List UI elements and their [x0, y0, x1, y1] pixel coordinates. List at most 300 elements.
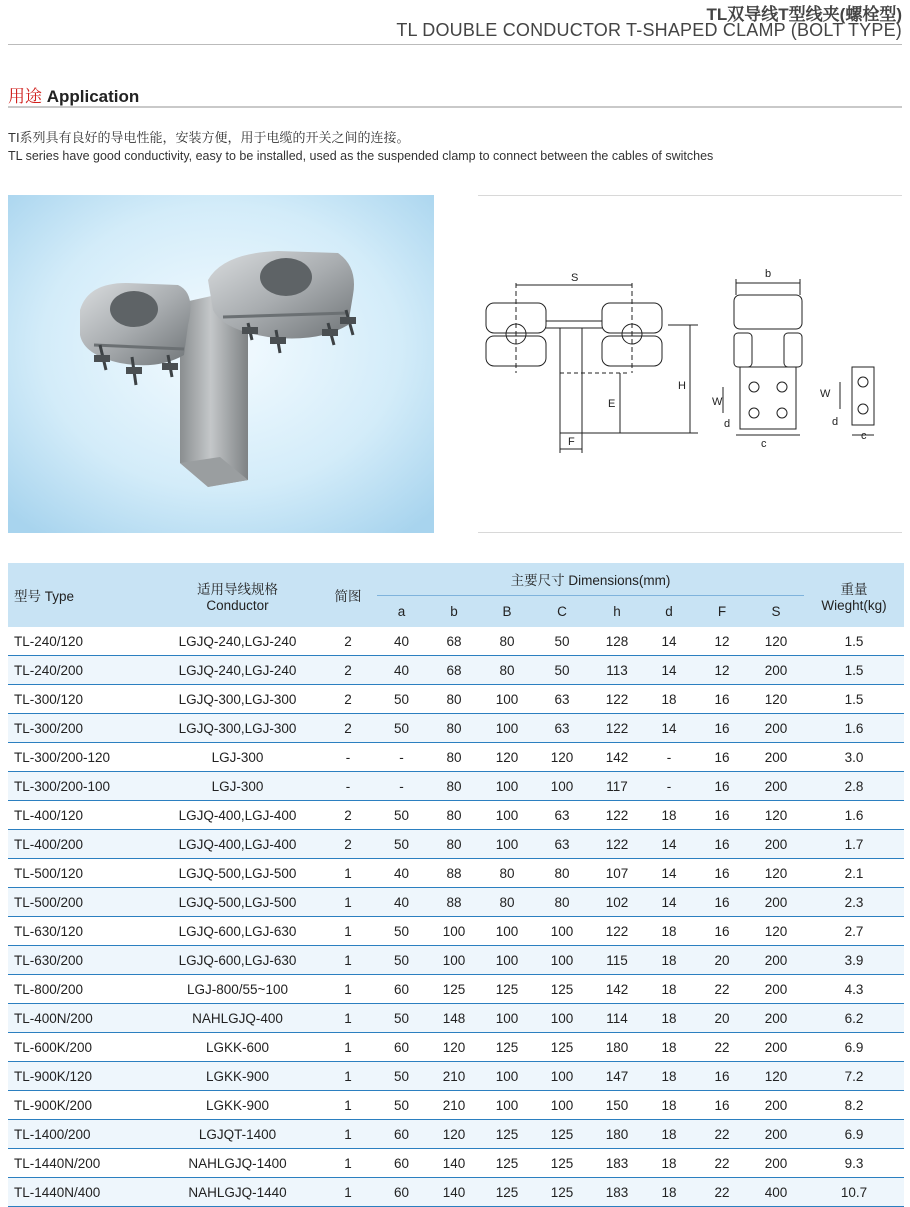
table-cell: 1 — [319, 1033, 377, 1062]
table-cell: 125 — [532, 975, 592, 1004]
table-cell: 1 — [319, 946, 377, 975]
table-cell: 18 — [642, 685, 696, 714]
table-cell: 1.5 — [804, 656, 904, 685]
table-cell: 16 — [696, 714, 748, 743]
header-dim-6: F — [696, 596, 748, 628]
table-cell: - — [642, 772, 696, 801]
table-row — [8, 917, 904, 946]
table-cell: TL-300/120 — [8, 685, 156, 714]
table-cell: 1 — [319, 859, 377, 888]
table-row — [8, 1062, 904, 1091]
table-cell: TL-300/200-120 — [8, 743, 156, 772]
table-cell: 60 — [377, 1120, 426, 1149]
table-cell: 125 — [532, 1033, 592, 1062]
table-row — [8, 1178, 904, 1207]
table-cell: 6.9 — [804, 1033, 904, 1062]
table-cell: 125 — [482, 975, 532, 1004]
table-cell: 2 — [319, 656, 377, 685]
table-cell: TL-1400/200 — [8, 1120, 156, 1149]
table-cell: 125 — [532, 1149, 592, 1178]
table-cell: 50 — [377, 1004, 426, 1033]
table-cell: 18 — [642, 1004, 696, 1033]
table-cell: 122 — [592, 685, 642, 714]
table-cell: 2 — [319, 830, 377, 859]
table-cell: 18 — [642, 801, 696, 830]
table-cell: 117 — [592, 772, 642, 801]
table-cell: 100 — [482, 1062, 532, 1091]
table-row — [8, 1120, 904, 1149]
table-cell: TL-300/200-100 — [8, 772, 156, 801]
table-cell: 50 — [377, 685, 426, 714]
table-cell: 12 — [696, 627, 748, 656]
table-cell: 80 — [482, 656, 532, 685]
table-cell: TL-400/120 — [8, 801, 156, 830]
table-cell: 40 — [377, 859, 426, 888]
table-cell: 2.3 — [804, 888, 904, 917]
header-weight — [804, 563, 904, 627]
table-cell: LGKK-900 — [156, 1062, 319, 1091]
table-cell: LGJQ-400,LGJ-400 — [156, 830, 319, 859]
table-cell: 68 — [426, 656, 482, 685]
table-cell: 9.3 — [804, 1149, 904, 1178]
table-cell: 40 — [377, 656, 426, 685]
table-cell: 50 — [532, 627, 592, 656]
table-row — [8, 1033, 904, 1062]
table-cell: TL-400N/200 — [8, 1004, 156, 1033]
table-cell: 16 — [696, 801, 748, 830]
table-cell: 3.0 — [804, 743, 904, 772]
label-S: S — [571, 272, 579, 284]
header-weight-en: Wieght(kg) — [821, 597, 887, 613]
table-cell: 2.8 — [804, 772, 904, 801]
table-cell: 120 — [748, 685, 804, 714]
table-cell: LGJQ-300,LGJ-300 — [156, 685, 319, 714]
table-cell: TL-240/200 — [8, 656, 156, 685]
table-cell: 60 — [377, 1178, 426, 1207]
table-cell: 183 — [592, 1149, 642, 1178]
table-cell: 6.2 — [804, 1004, 904, 1033]
table-row — [8, 975, 904, 1004]
table-cell: 1 — [319, 1091, 377, 1120]
table-cell: 102 — [592, 888, 642, 917]
table-cell: 80 — [482, 888, 532, 917]
table-cell: 125 — [532, 1120, 592, 1149]
table-cell: 50 — [377, 714, 426, 743]
table-cell: 1 — [319, 975, 377, 1004]
table-cell: 18 — [642, 1120, 696, 1149]
table-cell: 210 — [426, 1091, 482, 1120]
table-cell: 16 — [696, 859, 748, 888]
table-cell: 22 — [696, 975, 748, 1004]
table-cell: 200 — [748, 1149, 804, 1178]
table-cell: 14 — [642, 859, 696, 888]
application-heading-en: Application — [46, 87, 140, 106]
table-cell: 12 — [696, 656, 748, 685]
table-cell: 122 — [592, 714, 642, 743]
table-row — [8, 888, 904, 917]
table-cell: 1 — [319, 1149, 377, 1178]
table-cell: 63 — [532, 685, 592, 714]
table-cell: 60 — [377, 1149, 426, 1178]
table-cell: 200 — [748, 714, 804, 743]
table-cell: 120 — [482, 743, 532, 772]
header-conductor-cn: 适用导线规格 — [197, 581, 278, 597]
table-cell: TL-600K/200 — [8, 1033, 156, 1062]
label-b: b — [765, 268, 772, 280]
label-W-end: W — [820, 388, 831, 400]
table-cell: 115 — [592, 946, 642, 975]
table-cell: 50 — [377, 801, 426, 830]
table-cell: 100 — [482, 946, 532, 975]
table-cell: 3.9 — [804, 946, 904, 975]
table-cell: LGJQ-400,LGJ-400 — [156, 801, 319, 830]
table-cell: 40 — [377, 627, 426, 656]
table-cell: 122 — [592, 830, 642, 859]
table-cell: 18 — [642, 917, 696, 946]
table-cell: 80 — [532, 859, 592, 888]
table-cell: 80 — [482, 627, 532, 656]
table-row — [8, 1091, 904, 1120]
table-cell: 63 — [532, 714, 592, 743]
table-cell: 1 — [319, 1004, 377, 1033]
table-cell: 100 — [482, 772, 532, 801]
table-cell: LGJQ-500,LGJ-500 — [156, 888, 319, 917]
table-cell: 122 — [592, 801, 642, 830]
table-cell: 10.7 — [804, 1178, 904, 1207]
table-row — [8, 627, 904, 656]
table-cell: 200 — [748, 975, 804, 1004]
table-cell: 2 — [319, 801, 377, 830]
table-cell: 14 — [642, 888, 696, 917]
table-cell: 120 — [748, 627, 804, 656]
header-dim-7: S — [748, 596, 804, 628]
table-cell: LGKK-600 — [156, 1033, 319, 1062]
table-cell: 125 — [482, 1033, 532, 1062]
table-cell: 148 — [426, 1004, 482, 1033]
section-divider — [8, 106, 902, 108]
table-row — [8, 772, 904, 801]
header-dim-0: a — [377, 596, 426, 628]
table-cell: 200 — [748, 1004, 804, 1033]
table-cell: 1.7 — [804, 830, 904, 859]
table-cell: 200 — [748, 772, 804, 801]
table-cell: 80 — [532, 888, 592, 917]
table-cell: 100 — [482, 714, 532, 743]
table-cell: - — [319, 772, 377, 801]
table-cell: 18 — [642, 946, 696, 975]
product-photo — [8, 195, 434, 533]
table-cell: 60 — [377, 975, 426, 1004]
table-cell: 14 — [642, 656, 696, 685]
table-cell: TL-800/200 — [8, 975, 156, 1004]
table-cell: 2.1 — [804, 859, 904, 888]
table-cell: 4.3 — [804, 975, 904, 1004]
table-cell: 113 — [592, 656, 642, 685]
table-cell: TL-500/120 — [8, 859, 156, 888]
table-cell: 200 — [748, 888, 804, 917]
table-row — [8, 946, 904, 975]
table-cell: 14 — [642, 714, 696, 743]
table-cell: TL-1440N/400 — [8, 1178, 156, 1207]
table-cell: LGJQ-600,LGJ-630 — [156, 917, 319, 946]
table-cell: 16 — [696, 685, 748, 714]
table-cell: 114 — [592, 1004, 642, 1033]
table-cell: 150 — [592, 1091, 642, 1120]
table-cell: 20 — [696, 1004, 748, 1033]
description-cn: TI系列具有良好的导电性能，安装方便，用于电缆的开关之间的连接。 — [8, 130, 410, 145]
header-conductor — [156, 563, 319, 627]
table-cell: 125 — [532, 1178, 592, 1207]
table-cell: LGJ-300 — [156, 772, 319, 801]
label-c-side: c — [761, 438, 767, 450]
table-cell: 100 — [482, 1004, 532, 1033]
table-cell: TL-1440N/200 — [8, 1149, 156, 1178]
table-cell: 68 — [426, 627, 482, 656]
table-cell: 50 — [377, 1091, 426, 1120]
table-cell: 80 — [426, 743, 482, 772]
table-cell: TL-630/120 — [8, 917, 156, 946]
table-cell: TL-400/200 — [8, 830, 156, 859]
table-cell: 80 — [426, 772, 482, 801]
table-cell: 120 — [532, 743, 592, 772]
table-cell: 120 — [426, 1120, 482, 1149]
table-cell: 50 — [377, 946, 426, 975]
table-cell: 50 — [377, 830, 426, 859]
table-cell: 80 — [426, 830, 482, 859]
table-cell: NAHLGJQ-1440 — [156, 1178, 319, 1207]
table-cell: LGJQT-1400 — [156, 1120, 319, 1149]
table-cell: 1 — [319, 1178, 377, 1207]
header-type: 型号 Type — [8, 563, 156, 627]
table-cell: - — [319, 743, 377, 772]
label-d-side: d — [724, 418, 731, 430]
label-W-side: W — [712, 396, 723, 408]
table-cell: 1.6 — [804, 714, 904, 743]
header-dim-1: b — [426, 596, 482, 628]
table-cell: 1 — [319, 1120, 377, 1149]
table-row — [8, 685, 904, 714]
table-cell: 200 — [748, 743, 804, 772]
table-cell: NAHLGJQ-400 — [156, 1004, 319, 1033]
table-cell: 6.9 — [804, 1120, 904, 1149]
table-cell: 22 — [696, 1149, 748, 1178]
table-cell: 142 — [592, 743, 642, 772]
label-c-end: c — [861, 430, 867, 442]
table-cell: 200 — [748, 830, 804, 859]
header-dim-3: C — [532, 596, 592, 628]
table-cell: 14 — [642, 627, 696, 656]
table-cell: 80 — [426, 801, 482, 830]
table-cell: 2 — [319, 627, 377, 656]
table-cell: 120 — [748, 801, 804, 830]
table-cell: 22 — [696, 1033, 748, 1062]
table-cell: 88 — [426, 888, 482, 917]
table-cell: 40 — [377, 888, 426, 917]
header-dimensions: 主要尺寸 Dimensions(mm) — [377, 563, 804, 596]
table-cell: - — [642, 743, 696, 772]
table-cell: 100 — [482, 917, 532, 946]
header-conductor-en: Conductor — [206, 597, 269, 613]
table-cell: 100 — [482, 1091, 532, 1120]
table-cell: 8.2 — [804, 1091, 904, 1120]
page-title-cn: TL双导线T型线夹(螺栓型) — [706, 5, 902, 24]
table-cell: 16 — [696, 917, 748, 946]
table-cell: LGJQ-240,LGJ-240 — [156, 656, 319, 685]
table-row — [8, 743, 904, 772]
table-cell: 142 — [592, 975, 642, 1004]
table-cell: TL-300/200 — [8, 714, 156, 743]
table-cell: 140 — [426, 1149, 482, 1178]
table-cell: 22 — [696, 1178, 748, 1207]
label-F: F — [568, 436, 575, 448]
table-cell: 2 — [319, 685, 377, 714]
table-cell: 210 — [426, 1062, 482, 1091]
specification-table — [8, 563, 904, 1207]
table-cell: 16 — [696, 1062, 748, 1091]
table-cell: TL-630/200 — [8, 946, 156, 975]
table-cell: 120 — [426, 1033, 482, 1062]
table-cell: TL-900K/120 — [8, 1062, 156, 1091]
table-cell: 18 — [642, 1149, 696, 1178]
table-cell: 125 — [482, 1149, 532, 1178]
table-cell: 18 — [642, 975, 696, 1004]
table-cell: TL-500/200 — [8, 888, 156, 917]
table-cell: 122 — [592, 917, 642, 946]
table-row — [8, 714, 904, 743]
table-cell: 1 — [319, 917, 377, 946]
table-cell: 80 — [426, 685, 482, 714]
table-cell: 88 — [426, 859, 482, 888]
table-cell: 2 — [319, 714, 377, 743]
table-cell: 7.2 — [804, 1062, 904, 1091]
label-H: H — [678, 380, 686, 392]
table-cell: 200 — [748, 656, 804, 685]
table-cell: 18 — [642, 1033, 696, 1062]
table-cell: 200 — [748, 1091, 804, 1120]
header-figure: 简图 — [319, 563, 377, 627]
table-cell: - — [377, 772, 426, 801]
table-cell: 63 — [532, 830, 592, 859]
table-cell: LGJ-800/55~100 — [156, 975, 319, 1004]
header-dim-5: d — [642, 596, 696, 628]
header-divider — [8, 44, 902, 45]
table-cell: 200 — [748, 1033, 804, 1062]
table-cell: 63 — [532, 801, 592, 830]
table-cell: 100 — [482, 801, 532, 830]
table-cell: 50 — [532, 656, 592, 685]
application-heading-cn: 用途 — [8, 87, 42, 106]
table-cell: 16 — [696, 1091, 748, 1120]
table-cell: 400 — [748, 1178, 804, 1207]
table-row — [8, 656, 904, 685]
table-cell: 128 — [592, 627, 642, 656]
table-cell: 16 — [696, 830, 748, 859]
table-row — [8, 801, 904, 830]
table-cell: 100 — [482, 830, 532, 859]
table-cell: 80 — [426, 714, 482, 743]
table-cell: 20 — [696, 946, 748, 975]
table-cell: 18 — [642, 1091, 696, 1120]
table-cell: LGJQ-500,LGJ-500 — [156, 859, 319, 888]
table-cell: 60 — [377, 1033, 426, 1062]
technical-drawing — [478, 195, 904, 533]
table-cell: 100 — [426, 917, 482, 946]
table-cell: LGJQ-300,LGJ-300 — [156, 714, 319, 743]
label-E: E — [608, 398, 616, 410]
table-cell: LGJ-300 — [156, 743, 319, 772]
table-cell: 100 — [482, 685, 532, 714]
table-cell: 180 — [592, 1120, 642, 1149]
application-heading — [8, 82, 139, 107]
table-cell: LGJQ-240,LGJ-240 — [156, 627, 319, 656]
table-cell: 100 — [532, 772, 592, 801]
table-cell: 22 — [696, 1120, 748, 1149]
table-cell: 147 — [592, 1062, 642, 1091]
table-cell: 14 — [642, 830, 696, 859]
header-weight-cn: 重量 — [840, 581, 868, 597]
table-cell: 100 — [532, 1062, 592, 1091]
table-cell: 100 — [532, 1004, 592, 1033]
table-cell: 100 — [426, 946, 482, 975]
table-cell: 1.5 — [804, 627, 904, 656]
table-row — [8, 830, 904, 859]
table-cell: 16 — [696, 888, 748, 917]
header-dim-2: B — [482, 596, 532, 628]
table-cell: 120 — [748, 859, 804, 888]
table-cell: 140 — [426, 1178, 482, 1207]
description-en: TL series have good conductivity, easy to be installed, used as the suspended clamp to connect between the cables of switches — [8, 149, 714, 163]
table-cell: 50 — [377, 1062, 426, 1091]
table-cell: 200 — [748, 946, 804, 975]
table-row — [8, 1149, 904, 1178]
table-cell: LGKK-900 — [156, 1091, 319, 1120]
table-cell: 200 — [748, 1120, 804, 1149]
table-cell: 120 — [748, 1062, 804, 1091]
table-cell: - — [377, 743, 426, 772]
table-cell: 100 — [532, 946, 592, 975]
table-cell: 125 — [482, 1178, 532, 1207]
table-cell: TL-900K/200 — [8, 1091, 156, 1120]
table-cell: 180 — [592, 1033, 642, 1062]
table-cell: 100 — [532, 1091, 592, 1120]
table-cell: 107 — [592, 859, 642, 888]
table-cell: 1.5 — [804, 685, 904, 714]
table-cell: 125 — [482, 1120, 532, 1149]
table-cell: LGJQ-600,LGJ-630 — [156, 946, 319, 975]
table-cell: 16 — [696, 772, 748, 801]
table-cell: 100 — [532, 917, 592, 946]
table-cell: 120 — [748, 917, 804, 946]
label-d-end: d — [832, 416, 839, 428]
table-cell: 125 — [426, 975, 482, 1004]
table-cell: TL-240/120 — [8, 627, 156, 656]
table-cell: 80 — [482, 859, 532, 888]
table-cell: 18 — [642, 1062, 696, 1091]
table-cell: 1.6 — [804, 801, 904, 830]
page-title-en: TL DOUBLE CONDUCTOR T-SHAPED CLAMP (BOLT TYPE) — [396, 20, 902, 40]
table-row — [8, 859, 904, 888]
table-cell: 2.7 — [804, 917, 904, 946]
header-dim-4: h — [592, 596, 642, 628]
table-row — [8, 1004, 904, 1033]
table-cell: 1 — [319, 888, 377, 917]
table-cell: 18 — [642, 1178, 696, 1207]
table-cell: 50 — [377, 917, 426, 946]
table-cell: NAHLGJQ-1400 — [156, 1149, 319, 1178]
table-cell: 1 — [319, 1062, 377, 1091]
table-cell: 183 — [592, 1178, 642, 1207]
table-cell: 16 — [696, 743, 748, 772]
